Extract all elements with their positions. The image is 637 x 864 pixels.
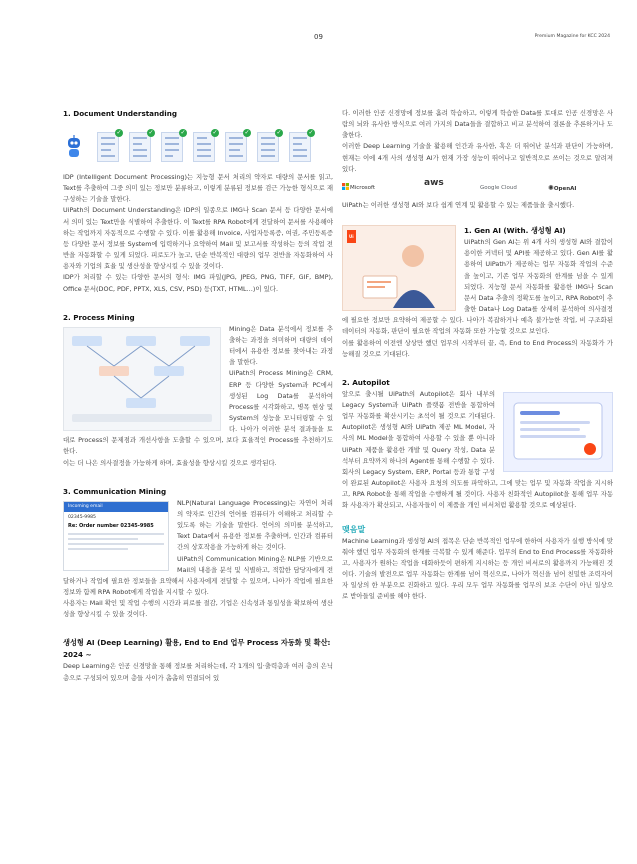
document-understanding-illustration bbox=[63, 129, 333, 169]
section-title-gen-ai: 1. Gen AI (With. 생성형 AI) bbox=[464, 226, 566, 236]
google-cloud-logo: Google Cloud bbox=[480, 184, 517, 191]
email-subject: Re: Order number 02345-9985 bbox=[68, 522, 154, 529]
paragraph: 다. 이러한 인공 신경망에 정보를 흘려 학습하고, 이렇게 학습한 Data를 토대로 인공 신경망은 사람의 뇌와 유사한 방식으로 여러 가지의 Data들을 결합하고 비교 분석하여 결론을 추론하거나 도출한다. bbox=[342, 109, 613, 140]
document-icon bbox=[129, 132, 151, 162]
paragraph: UiPath의 Process Mining은 CRM, ERP 등 다양한 System과 PC에서 생성된 Log Data를 분석하여 Process를 시각화하고, 병목 현상 및 System의 성능을 모니터링할 수 있다. 나아가 이러한 분석 결과들을 토대로 Process의 문제점과 개선사항을 도출할 수 있으며, 보다 효율적인 Process를 추천하기도 한다. bbox=[63, 369, 333, 456]
section-title-autopilot: 2. Autopilot bbox=[342, 377, 390, 387]
paragraph: 이는 더 나은 의사결정을 가능하게 하며, 효율성을 향상시킬 것으로 생각된다. bbox=[63, 458, 277, 467]
publication-title: Premium Magazine for KCC 2024 bbox=[534, 34, 610, 39]
autopilot-illustration bbox=[503, 392, 613, 472]
paragraph: Mining은 Data 분석에서 정보를 추출하는 과정을 의미하며 대량의 데이터에서 유용한 정보를 찾아내는 과정을 말한다. bbox=[229, 324, 333, 367]
right-column bbox=[342, 108, 613, 602]
communication-mining-email-mockup bbox=[63, 501, 169, 571]
paragraph: 앞으로 출시될 UiPath의 Autopilot은 회사 내부의 Legacy System과 UiPath 플랫폼 전반을 통합하여 업무 자동화를 확산시키는 초석이 될 것으로 기대된다. Autopilot은 생성형 AI와 UiPath 제공 ML Model, 자사의 ML Model을 통합하여 사용할 수 있을 뿐 아니라 UiPath 제품을 활용한 개발 및 Query 작성, Data 분석부터 요약까지 하나의 Agent를 통해 수행할 수 있다. bbox=[342, 389, 495, 465]
paragraph: 이를 활용하여 이전엔 상상만 했던 업무의 시작부터 끝, 즉, End to End Process의 자동화가 가능해질 것으로 기대된다. bbox=[342, 338, 613, 358]
email-header: Incoming email bbox=[64, 502, 168, 512]
paragraph: UiPath의 Communication Mining은 NLP를 기반으로 Mail의 내용을 분석 및 식별하고, 적합한 담당자에게 전달하거나 작업에 필요한 정보들을 요약해서 사용자에게 전달할 수 있으며, 나아가 작업에 필요한 정보와 함께 RPA Robot에게 작업을 지시할 수 있다. bbox=[63, 554, 333, 596]
gen-ai-person-icon bbox=[343, 226, 455, 310]
paragraph: NLP(Natural Language Processing)는 자연어 처리의 약자로 인간의 언어를 컴퓨터가 이해하고 처리할 수 있도록 하는 기술을 말한다. 언어의 의미를 분석하고, Text Data에서 유용한 정보를 추출하며, 인간과 컴퓨터 간의 상호작용을 가능하게 하는 것이다. bbox=[177, 498, 333, 552]
paragraph: Machine Learning과 생성형 AI의 접목은 단순 반복적인 업무에 한하여 사용자가 실행 방식에 맞춰야 했던 업무 자동화의 한계를 극복할 수 있게 해준다. 업무의 End to End Process를 자동화하고, 사용자가 원하는 작업을 대화하듯이 편하게 지시하는 등 개인 비서로의 활용까지 가능해진 것이다. 기술의 발전으로 업무 자동화는 한계를 넘어 혁신으로, 나아가 혁신을 넘어 친밀한 조력자이자 일상의 한 부분으로 진화하고 있다. 우리 모두 업무 자동화를 업무의 보조 수단이 아닌 일상으로 받아들일 준비를 해야 한다. bbox=[342, 536, 613, 601]
robot-icon bbox=[65, 135, 83, 159]
uipath-logo: Ui bbox=[347, 230, 356, 243]
paragraph: UiPath의 Gen AI는 위 4개 사의 생성형 AI와 결합이 용이한 커넥터 및 API를 제공하고 있다. Gen AI를 활용하여 UiPath가 제공하는 업무 자동화 작업의 수준을 높이고, 기존 업무 자동화의 한계를 넘을 수 있게 되었다. 지능형 문서 자동화를 활용한 IMG나 Scan 문서 Data 추출의 정확도를 높이고, RPA Robot이 추출한 Data나 Log Data를 상세히 분석하여 의사결정에 필요한 정보만 요약하여 제공할 수 있다. 나아가 복잡하거나 예측 불가능한 작업, 비 구조화된 데이터의 자동화, 판단이 필요한 작업의 자동화 또한 가능할 것으로 보인다. bbox=[342, 238, 613, 336]
microsoft-logo: Microsoft bbox=[342, 183, 375, 194]
check-icon: ✓ bbox=[148, 129, 154, 136]
order-number: 02345-9985 bbox=[68, 514, 96, 520]
paragraph: UiPath의 Document Understanding은 IDP의 일종으로 IMG나 Scan 문서 등 다양한 문서에서 의미 있는 Text만을 식별하여 추출한다. 이 Text를 RPA Robot에게 전달하여 문서를 사용해야 하는 작업까지 자동적으로 수행할 수 있다. 이를 활용해 Invoice, 사업자등록증, 여권, 주민등록증 등 다양한 문서 정보를 System에 입력하거나 요약하여 Mail 및 보고서를 작성하는 등의 작업 전반을 자동화할 수 있게 되었다. 피로도가 높고, 단순 반복적인 대량의 업무 전반을 자동화하여 사용자와 기업의 효율 및 생산성을 향상시킬 수 있을 것이다. bbox=[63, 206, 333, 271]
paragraph: 회사의 Legacy System, ERP, Portal 등과 통합 구성이 완료된 Autopilot은 사용자 요청의 의도를 파악하고, 그에 맞는 업무 및 자동화 작업을 지시하고, RPA Robot을 통해 작업을 수행하게 될 것이다. 사용자 친화적인 Autopilot을 통해 업무 자동화 사용자가 확산되고, 사용자들이 이 제품을 개인 비서처럼 활용할 것으로 예상된다. bbox=[342, 467, 613, 510]
document-icon bbox=[193, 132, 215, 162]
openai-logo: ✺OpenAI bbox=[548, 183, 577, 192]
process-mining-diagram bbox=[63, 327, 221, 431]
section-title-document-understanding: 1. Document Understanding bbox=[63, 109, 178, 118]
section-title-communication-mining: 3. Communication Mining bbox=[63, 486, 167, 496]
paragraph: IDP가 처리할 수 있는 다양한 문서의 형식: IMG 파일(JPG, JPEG, PNG, TIFF, GIF, BMP), Office 문서(DOC, PDF, PPTX, XLS, CSV, PSD) 등(TXT, HTML…)이 있다. bbox=[63, 273, 333, 293]
microsoft-icon bbox=[342, 183, 349, 190]
check-icon: ✓ bbox=[180, 129, 186, 136]
document-icon bbox=[97, 132, 119, 162]
page-number: 09 bbox=[314, 33, 323, 41]
paragraph: UiPath는 이러한 생성형 AI와 보다 쉽게 연계 및 활용할 수 있는 제품들을 출시했다. bbox=[342, 200, 575, 209]
ai-company-logos bbox=[342, 177, 613, 196]
document-icon bbox=[289, 132, 311, 162]
document-icon bbox=[257, 132, 279, 162]
gen-ai-illustration bbox=[342, 225, 456, 311]
section-title-generative-ai: 생성형 AI (Deep Learning) 활용, End to End 업무 Process 자동화 및 확산: 2024 ~ bbox=[63, 638, 331, 660]
paragraph: 이러한 Deep Learning 기술을 활용해 인간과 유사한, 혹은 더 뛰어난 분석과 판단이 가능하며, 현재는 이에 4개 사의 생성형 AI가 현재 가장 성능이 뛰어나고 일반적으로 쓰이는 것으로 알려져 있다. bbox=[342, 142, 613, 173]
document-icon bbox=[161, 132, 183, 162]
check-icon: ✓ bbox=[116, 129, 122, 136]
check-icon: ✓ bbox=[244, 129, 250, 136]
process-flow-graph bbox=[64, 328, 220, 430]
conclusion-title: 맺음말 bbox=[342, 524, 366, 534]
document-icon bbox=[225, 132, 247, 162]
left-column bbox=[63, 108, 333, 684]
aws-logo: aws bbox=[424, 177, 444, 188]
paragraph: IDP (Intelligent Document Processing)는 지능형 문서 처리의 약자로 대량의 문서를 읽고, Text를 추출하여 그중 의미 있는 정보만 분류하고, 이렇게 분류된 정보를 검근 가능한 형식으로 재구성하는 기술을 말한다. bbox=[63, 173, 333, 204]
openai-icon: ✺ bbox=[548, 183, 554, 192]
autopilot-screen-icon bbox=[504, 393, 612, 471]
paragraph: 사용자는 Mail 확인 및 작업 수행의 시간과 피로를 절감, 기업은 신속성과 통일성을 확보하여 생산성을 향상시킬 수 있을 것이다. bbox=[63, 599, 333, 619]
paragraph: Deep Learning은 인공 신경망을 통해 정보를 처리하는데, 각 1개의 입·출력층과 여러 층의 은닉층으로 구성되어 있으며 층들 사이가 촘촘히 연결되어 있 bbox=[63, 662, 333, 682]
check-icon: ✓ bbox=[212, 129, 218, 136]
check-icon: ✓ bbox=[276, 129, 282, 136]
check-icon: ✓ bbox=[308, 129, 314, 136]
section-title-process-mining: 2. Process Mining bbox=[63, 312, 135, 322]
